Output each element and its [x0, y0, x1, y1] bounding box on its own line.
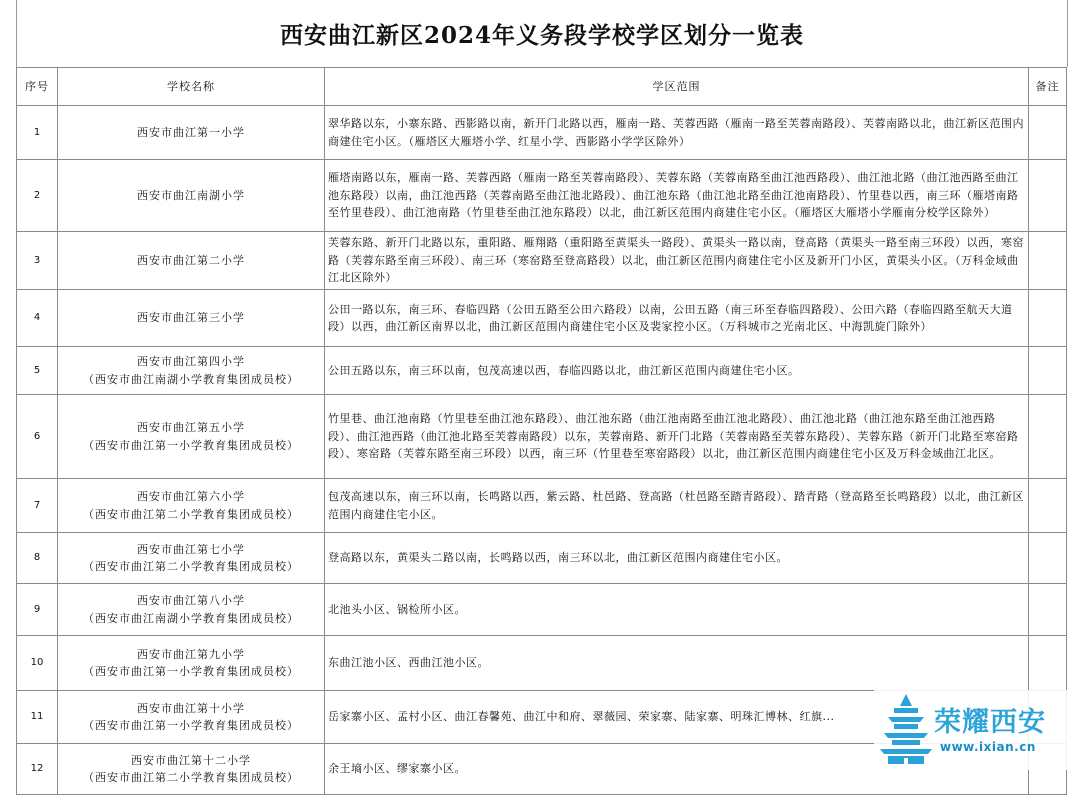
- pagoda-logo-icon: [878, 692, 934, 766]
- school-name-cell: [58, 232, 325, 290]
- district-range: 公田五路以东，南三环以南，包茂高速以西，春临四路以北，曲江新区范围内商建住宅小区。: [325, 347, 1029, 395]
- row-number: 9: [17, 584, 58, 636]
- school-group: （西安市曲江第一小学教育集团成员校）: [83, 438, 299, 452]
- watermark: [874, 690, 1079, 770]
- school-name: 西安市曲江第五小学: [137, 421, 245, 434]
- note-cell: [1029, 106, 1067, 160]
- school-group: （西安市曲江第二小学教育集团成员校）: [83, 507, 299, 521]
- header-school: 学校名称: [58, 68, 325, 106]
- school-name-cell: [58, 691, 325, 744]
- table-header-row: [17, 68, 1067, 106]
- school-name-cell: [58, 744, 325, 795]
- table-row: [17, 479, 1067, 533]
- row-number: 8: [17, 533, 58, 584]
- note-cell: [1029, 347, 1067, 395]
- table-row: [17, 290, 1067, 347]
- school-name-cell: [58, 636, 325, 691]
- row-number: 7: [17, 479, 58, 533]
- row-number: 6: [17, 395, 58, 479]
- row-number: 3: [17, 232, 58, 290]
- school-name-cell: [58, 584, 325, 636]
- district-range: 公田一路以东，南三环、春临四路（公田五路至公田六路段）以南，公田五路（南三环至春临四路段）、公田六路（春临四路至航天大道段）以西，曲江新区南界以北，曲江新区范围内商建住宅小区及裴家控小区。（万科城市之光南北区、中海凯旋门除外）: [325, 290, 1029, 347]
- table-row: [17, 232, 1067, 290]
- watermark-brand: 荣耀西安: [934, 707, 1046, 738]
- table-row: [17, 533, 1067, 584]
- district-range: 北池头小区、锅检所小区。: [325, 584, 1029, 636]
- table-row: [17, 347, 1067, 395]
- district-range: 余王墒小区、缪家寨小区。: [325, 744, 1029, 795]
- note-cell: [1029, 533, 1067, 584]
- note-cell: [1029, 160, 1067, 232]
- school-group: （西安市曲江第二小学教育集团成员校）: [83, 560, 299, 573]
- table-row: [17, 395, 1067, 479]
- school-group: （西安市曲江南湖小学教育集团成员校）: [83, 372, 299, 386]
- district-range: 登高路以东，黄渠头二路以南，长鸣路以西，南三环以北，曲江新区范围内商建住宅小区。: [325, 533, 1029, 584]
- note-cell: [1029, 479, 1067, 533]
- note-cell: [1029, 636, 1067, 691]
- note-cell: [1029, 232, 1067, 290]
- row-number: 4: [17, 290, 58, 347]
- school-name: 西安市曲江第三小学: [137, 311, 245, 325]
- school-name: 西安市曲江第四小学: [137, 355, 245, 368]
- row-number: 5: [17, 347, 58, 395]
- row-number: 12: [17, 744, 58, 795]
- school-name: 西安市曲江第二小学: [137, 253, 245, 267]
- school-name-cell: [58, 106, 325, 160]
- table-row: [17, 636, 1067, 691]
- district-range: 包茂高速以东，南三环以南，长鸣路以西，紫云路、杜邑路、登高路（杜邑路至踏青路段）、踏青路（登高路至长鸣路段）以北，曲江新区范围内商建住宅小区。: [325, 479, 1029, 533]
- district-range: 芙蓉东路、新开门北路以东，重阳路、雁翔路（重阳路至黄渠头一路段）、黄渠头一路以南，登高路（黄渠头一路至南三环段）以西，寒窑路（芙蓉东路至南三环段）、南三环（寒窑路至登高路段）以北，曲江新区范围内商建住宅小区及新开门小区，黄渠头小区。（万科金域曲江北区除外）: [325, 232, 1029, 290]
- district-range: 雁塔南路以东，雁南一路、芙蓉西路（雁南一路至芙蓉南路段）、芙蓉东路（芙蓉南路至曲江池西路段）、曲江池北路（曲江池西路至曲江池东路段）以南，曲江池西路（芙蓉南路至曲江池北路段）、曲江池东路（曲江池北路至曲江池南路段）、竹里巷以西，南三环（雁塔南路至竹里巷段）、曲江池南路（竹里巷至曲江池东路段）以北，曲江新区范围内商建住宅小区。（雁塔区大雁塔小学雁南分校学区除外）: [325, 160, 1029, 232]
- school-group: （西安市曲江第一小学教育集团成员校）: [83, 665, 299, 678]
- header-range: 学区范围: [325, 68, 1029, 106]
- school-name-cell: [58, 290, 325, 347]
- school-district-table: [16, 67, 1067, 795]
- table-row: [17, 160, 1067, 232]
- note-cell: [1029, 584, 1067, 636]
- school-name-cell: [58, 533, 325, 584]
- district-range: 翠华路以东，小寨东路、西影路以南，新开门北路以西，雁南一路、芙蓉西路（雁南一路至芙蓉南路段）、芙蓉南路以北，曲江新区范围内商建住宅小区。（雁塔区大雁塔小学、红星小学、西影路小学学区除外）: [325, 106, 1029, 160]
- row-number: 1: [17, 106, 58, 160]
- school-name-cell: [58, 160, 325, 232]
- school-name: 西安市曲江第六小学: [137, 490, 245, 503]
- row-number: 10: [17, 636, 58, 691]
- note-cell: [1029, 395, 1067, 479]
- school-name: 西安市曲江第十小学: [137, 701, 245, 715]
- school-name: 西安市曲江第十二小学: [131, 753, 251, 767]
- table-row: [17, 106, 1067, 160]
- title-bar: [16, 0, 1068, 67]
- row-number: 2: [17, 160, 58, 232]
- school-name-cell: [58, 347, 325, 395]
- school-group: （西安市曲江南湖小学教育集团成员校）: [83, 611, 299, 625]
- school-name-cell: [58, 479, 325, 533]
- school-group: （西安市曲江第二小学教育集团成员校）: [83, 771, 299, 784]
- row-number: 11: [17, 691, 58, 744]
- watermark-url: www.ixian.cn: [940, 740, 1036, 754]
- header-note: 备注: [1029, 68, 1067, 106]
- school-name: 西安市曲江第七小学: [137, 542, 245, 556]
- school-name: 西安市曲江南湖小学: [137, 188, 245, 202]
- district-range: 岳家寨小区、孟村小区、曲江春馨苑、曲江中和府、翠薇园、荣家寨、陆家寨、明珠汇博林、红旗...: [325, 691, 1029, 744]
- district-range: 东曲江池小区、西曲江池小区。: [325, 636, 1029, 691]
- note-cell: [1029, 290, 1067, 347]
- header-no: 序号: [17, 68, 58, 106]
- table-row: [17, 584, 1067, 636]
- school-name: 西安市曲江第八小学: [137, 594, 245, 607]
- school-name-cell: [58, 395, 325, 479]
- school-name: 西安市曲江第九小学: [137, 647, 245, 661]
- page-title: 西安曲江新区2024年义务段学校学区划分一览表: [279, 22, 804, 49]
- document-sheet: [16, 0, 1066, 800]
- district-range: 竹里巷、曲江池南路（竹里巷至曲江池东路段）、曲江池东路（曲江池南路至曲江池北路段）、曲江池北路（曲江池东路至曲江池西路段）、曲江池西路（曲江池北路至芙蓉南路段）以东，芙蓉南路、新开门北路（芙蓉南路至芙蓉东路段）、芙蓉东路（新开门北路至寒窑路段）、寒窑路（芙蓉东路至南三环段）以西，南三环（竹里巷至寒窑路段）以北，曲江新区范围内商建住宅小区及万科金域曲江北区。: [325, 395, 1029, 479]
- school-group: （西安市曲江第一小学教育集团成员校）: [83, 719, 299, 732]
- school-name: 西安市曲江第一小学: [137, 125, 245, 139]
